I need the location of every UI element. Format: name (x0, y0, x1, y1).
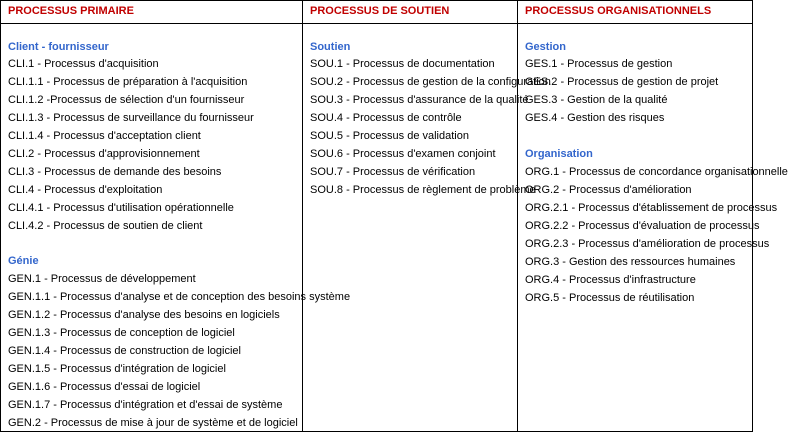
section-title-organisation: Organisation (525, 148, 593, 160)
list-item: CLI.2 - Processus d'approvisionnement (8, 148, 200, 160)
list-item: GES.2 - Processus de gestion de projet (525, 76, 719, 88)
header-divider (303, 23, 517, 24)
list-item: SOU.4 - Processus de contrôle (310, 112, 462, 124)
list-item: SOU.8 - Processus de règlement de problème (310, 184, 536, 196)
list-item: GEN.1.6 - Processus d'essai de logiciel (8, 381, 201, 393)
list-item: CLI.3 - Processus de demande des besoins (8, 166, 222, 178)
column-support (302, 1, 551, 431)
list-item: GEN.1.2 - Processus d'analyse des besoins en logiciels (8, 309, 280, 321)
header-divider (1, 23, 302, 24)
list-item: GES.3 - Gestion de la qualité (525, 94, 668, 106)
list-item: GEN.1.3 - Processus de conception de logiciel (8, 327, 235, 339)
list-item: GES.1 - Processus de gestion (525, 58, 673, 70)
list-item: ORG.4 - Processus d'infrastructure (525, 274, 696, 286)
section-title-client: Client - fournisseur (8, 41, 109, 53)
list-item: ORG.5 - Processus de réutilisation (525, 292, 695, 304)
column-organisational (517, 1, 788, 431)
header-divider (518, 23, 752, 24)
section-title-genie: Génie (8, 255, 39, 267)
list-item: CLI.1.1 - Processus de préparation à l'acquisition (8, 76, 248, 88)
section-title-gestion: Gestion (525, 41, 566, 53)
list-item: GES.4 - Gestion des risques (525, 112, 665, 124)
list-item: SOU.3 - Processus d'assurance de la qualité (310, 94, 529, 106)
list-item: GEN.1.1 - Processus d'analyse et de conception des besoins système (8, 291, 351, 303)
list-item: CLI.1.3 - Processus de surveillance du fournisseur (8, 112, 254, 124)
list-item: ORG.3 - Gestion des ressources humaines (525, 256, 736, 268)
column-primary (1, 1, 351, 431)
list-item: ORG.2 - Processus d'amélioration (525, 184, 692, 196)
list-item: ORG.2.2 - Processus d'évaluation de processus (525, 220, 760, 232)
list-item: CLI.1 - Processus d'acquisition (8, 58, 159, 70)
list-item: GEN.1 - Processus de développement (8, 273, 196, 285)
section-title-soutien: Soutien (310, 41, 351, 53)
list-item: CLI.4.1 - Processus d'utilisation opérationnelle (8, 202, 234, 214)
list-item: ORG.1 - Processus de concordance organisationnelle (525, 166, 788, 178)
list-item: ORG.2.1 - Processus d'établissement de processus (525, 202, 778, 214)
list-item: GEN.1.5 - Processus d'intégration de logiciel (8, 363, 226, 375)
list-item: GEN.2 - Processus de mise à jour de système et de logiciel (8, 417, 298, 429)
list-item: SOU.1 - Processus de documentation (310, 58, 495, 70)
list-item: SOU.2 - Processus de gestion de la configuration (310, 76, 551, 88)
column-header-support: PROCESSUS DE SOUTIEN (310, 5, 450, 17)
list-item: GEN.1.4 - Processus de construction de logiciel (8, 345, 241, 357)
column-header-primary: PROCESSUS PRIMAIRE (8, 5, 134, 17)
list-item: SOU.7 - Processus de vérification (310, 166, 476, 178)
list-item: SOU.5 - Processus de validation (310, 130, 469, 142)
list-item: CLI.4 - Processus d'exploitation (8, 184, 163, 196)
column-header-organisational: PROCESSUS ORGANISATIONNELS (525, 5, 712, 17)
list-item: ORG.2.3 - Processus d'amélioration de processus (525, 238, 770, 250)
list-item: SOU.6 - Processus d'examen conjoint (310, 148, 496, 160)
list-item: CLI.1.4 - Processus d'acceptation client (8, 130, 201, 142)
list-item: GEN.1.7 - Processus d'intégration et d'essai de système (8, 399, 283, 411)
list-item: CLI.4.2 - Processus de soutien de client (8, 220, 203, 232)
list-item: CLI.1.2 -Processus de sélection d'un fournisseur (8, 94, 245, 106)
